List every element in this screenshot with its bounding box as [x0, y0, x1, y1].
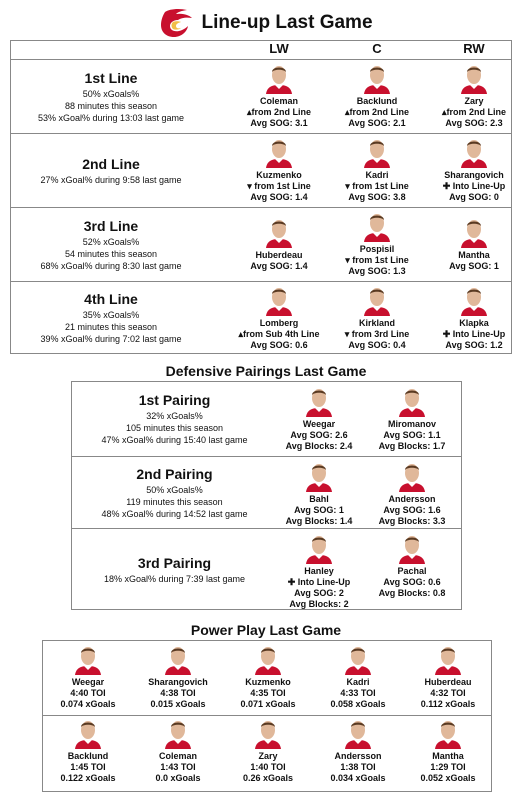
player-photo [459, 62, 489, 94]
pairing-stat: 105 minutes this season [125, 423, 224, 433]
powerplay-player-card [223, 643, 313, 710]
player-xgoals: 0.015 xGoals [150, 699, 206, 709]
player-photo [397, 385, 427, 417]
player-photo [397, 460, 427, 492]
player-name: Coleman [158, 751, 197, 761]
powerplay-player-card [43, 643, 133, 710]
line-stat: 21 minutes this season [64, 322, 158, 332]
line-stat: 50% xGoals% [82, 88, 140, 99]
player-name: Pachal [397, 566, 427, 576]
player-xgoals: 0.0 xGoals [155, 773, 201, 783]
player-card [327, 210, 427, 277]
player-name: Miromanov [387, 419, 436, 429]
defense-pairing-row [72, 528, 461, 611]
player-photo [73, 717, 103, 749]
player-photo [163, 717, 193, 749]
player-name: Coleman [259, 96, 298, 106]
player-move: ▾ from 1st Line [247, 181, 311, 191]
player-blocks: Avg Blocks: 1.7 [378, 441, 446, 451]
player-headshot-icon [343, 717, 373, 749]
forward-line-row [11, 59, 511, 133]
player-move: ▾ from 3rd Line [344, 329, 410, 339]
player-card [269, 385, 369, 452]
page-title: Line-up Last Game [201, 12, 373, 33]
player-headshot-icon [362, 136, 392, 168]
pairing-info [72, 457, 277, 528]
player-xgoals: 0.112 xGoals [420, 699, 476, 709]
player-headshot-icon [362, 284, 392, 316]
player-headshot-icon [397, 532, 427, 564]
player-name: Zary [464, 96, 484, 106]
player-name: Lomberg [259, 318, 299, 328]
line-info [11, 208, 211, 281]
player-name: Sharangovich [148, 677, 208, 687]
player-headshot-icon [459, 284, 489, 316]
player-photo [253, 717, 283, 749]
player-toi: 4:32 TOI [430, 688, 466, 698]
player-headshot-icon [459, 136, 489, 168]
player-photo [362, 210, 392, 242]
player-photo [304, 385, 334, 417]
player-photo [433, 643, 463, 675]
player-name: Weegar [302, 419, 336, 429]
player-sog: Avg SOG: 1.3 [348, 266, 406, 276]
player-name: Huberdeau [424, 677, 472, 687]
pairing-name: 2nd Pairing [136, 465, 213, 482]
powerplay-player-card [403, 717, 493, 784]
player-toi: 4:35 TOI [250, 688, 286, 698]
player-move: ▴from 2nd Line [344, 107, 410, 117]
player-headshot-icon [343, 643, 373, 675]
player-headshot-icon [73, 643, 103, 675]
player-card [362, 460, 462, 527]
player-name: Kadri [346, 677, 370, 687]
defensive-pairings-table [71, 381, 462, 610]
line-info [11, 134, 211, 207]
player-blocks: Avg Blocks: 3.3 [378, 516, 446, 526]
player-photo [264, 62, 294, 94]
player-move: ▴from 2nd Line [246, 107, 312, 117]
line-name: 2nd Line [82, 155, 140, 172]
defense-pairing-row [72, 456, 461, 528]
player-headshot-icon [253, 717, 283, 749]
player-xgoals: 0.122 xGoals [60, 773, 116, 783]
player-name: Andersson [388, 494, 436, 504]
player-card [424, 216, 524, 272]
player-toi: 1:29 TOI [430, 762, 466, 772]
player-photo [264, 284, 294, 316]
player-name: Bahl [309, 494, 329, 504]
player-sog: Avg SOG: 0.4 [348, 340, 406, 350]
player-headshot-icon [163, 643, 193, 675]
player-photo [253, 643, 283, 675]
player-headshot-icon [304, 460, 334, 492]
player-headshot-icon [459, 216, 489, 248]
player-photo [343, 717, 373, 749]
player-blocks: Avg Blocks: 1.4 [285, 516, 353, 526]
player-card [229, 62, 329, 129]
player-name: Klapka [459, 318, 489, 328]
player-headshot-icon [264, 284, 294, 316]
pairing-stat: 47% xGoal% during 15:40 last game [101, 435, 248, 445]
player-photo [73, 643, 103, 675]
player-name: Zary [258, 751, 278, 761]
player-card [229, 136, 329, 203]
player-sog: Avg SOG: 1 [449, 261, 499, 271]
player-card [362, 385, 462, 452]
player-name: Kuzmenko [245, 677, 291, 687]
forward-line-row [11, 207, 511, 281]
player-headshot-icon [264, 136, 294, 168]
player-move: ▾ from 1st Line [345, 181, 409, 191]
player-sog: Avg SOG: 0.6 [250, 340, 308, 350]
player-headshot-icon [73, 717, 103, 749]
pairing-stat: 18% xGoal% during 7:39 last game [103, 574, 246, 584]
player-name: Backlund [67, 751, 109, 761]
player-headshot-icon [433, 717, 463, 749]
line-stat: 27% xGoal% during 9:58 last game [40, 174, 182, 185]
player-blocks: Avg Blocks: 0.8 [378, 588, 446, 598]
player-headshot-icon [397, 460, 427, 492]
player-sog: Avg SOG: 1.1 [383, 430, 441, 440]
player-photo [264, 136, 294, 168]
powerplay-player-card [133, 717, 223, 784]
player-xgoals: 0.074 xGoals [60, 699, 116, 709]
player-photo [163, 643, 193, 675]
player-sog: Avg SOG: 2 [294, 588, 344, 598]
player-headshot-icon [264, 216, 294, 248]
defense-section-title: Defensive Pairings Last Game [165, 363, 367, 379]
player-photo [304, 460, 334, 492]
player-sog: Avg SOG: 3.1 [250, 118, 308, 128]
player-name: Weegar [71, 677, 105, 687]
player-photo [459, 284, 489, 316]
forward-line-row [11, 133, 511, 207]
player-move: ▴from 2nd Line [441, 107, 507, 117]
player-name: Sharangovich [444, 170, 504, 180]
player-name: Huberdeau [255, 250, 303, 260]
player-name: Andersson [334, 751, 382, 761]
player-blocks: Avg Blocks: 2 [289, 599, 349, 609]
player-photo [362, 136, 392, 168]
pairing-info [72, 529, 277, 611]
pairing-stat: 119 minutes this season [126, 496, 223, 507]
player-name: Hanley [304, 566, 334, 576]
player-xgoals: 0.052 xGoals [420, 773, 476, 783]
player-sog: Avg SOG: 3.8 [348, 192, 406, 202]
player-toi: 1:40 TOI [250, 762, 286, 772]
player-name: Mantha [458, 250, 490, 260]
player-xgoals: 0.071 xGoals [240, 699, 296, 709]
player-card [229, 284, 329, 351]
player-toi: 1:43 TOI [160, 762, 196, 772]
player-move: ▴from Sub 4th Line [238, 329, 320, 339]
flaming-c-logo-icon [159, 8, 193, 38]
player-sog: Avg SOG: 1.4 [250, 261, 308, 271]
player-headshot-icon [304, 532, 334, 564]
player-toi: 1:45 TOI [70, 762, 106, 772]
player-move: ▾ from 1st Line [345, 255, 409, 265]
powerplay-unit-divider [43, 715, 491, 716]
player-name: Kirkland [358, 318, 395, 328]
defense-pairing-row [72, 382, 461, 456]
player-move: ✚ Into Line-Up [442, 181, 506, 191]
player-move: ✚ Into Line-Up [287, 577, 351, 587]
player-blocks: Avg Blocks: 2.4 [285, 441, 353, 451]
player-xgoals: 0.034 xGoals [330, 773, 386, 783]
player-sog: Avg SOG: 0.6 [383, 577, 441, 587]
player-toi: 4:40 TOI [70, 688, 106, 698]
forward-line-row [11, 281, 511, 354]
player-card [229, 216, 329, 272]
line-name: 4th Line [84, 291, 138, 307]
column-header-rw: RW [463, 41, 485, 56]
player-photo [304, 532, 334, 564]
powerplay-player-card [313, 717, 403, 784]
player-name: Kadri [365, 170, 389, 180]
player-photo [264, 216, 294, 248]
player-sog: Avg SOG: 0 [449, 192, 499, 202]
player-name: Pospisil [359, 244, 395, 254]
player-headshot-icon [397, 385, 427, 417]
powerplay-section-title: Power Play Last Game [190, 622, 342, 638]
player-headshot-icon [433, 643, 463, 675]
player-toi: 1:38 TOI [340, 762, 376, 772]
player-xgoals: 0.26 xGoals [242, 773, 294, 783]
player-photo [362, 62, 392, 94]
player-headshot-icon [459, 62, 489, 94]
line-info [11, 60, 211, 133]
column-header-c: C [372, 41, 382, 56]
player-card [327, 62, 427, 129]
line-stat: 88 minutes this season [64, 100, 158, 111]
powerplay-player-card [223, 717, 313, 784]
player-sog: Avg SOG: 2.3 [445, 118, 503, 128]
powerplay-table [42, 640, 492, 792]
player-headshot-icon [264, 62, 294, 94]
pairing-name: 3rd Pairing [137, 555, 212, 571]
line-stat: 35% xGoals% [82, 310, 140, 320]
player-card [424, 284, 524, 351]
player-name: Kuzmenko [256, 170, 302, 180]
powerplay-player-card [313, 643, 403, 710]
player-sog: Avg SOG: 1.4 [250, 192, 308, 202]
player-sog: Avg SOG: 2.6 [290, 430, 348, 440]
player-headshot-icon [362, 62, 392, 94]
player-photo [397, 532, 427, 564]
player-photo [459, 136, 489, 168]
line-stat: 52% xGoals% [82, 236, 140, 247]
header [0, 6, 532, 40]
pairing-stat: 48% xGoal% during 14:52 last game [101, 508, 248, 519]
line-info [11, 282, 211, 354]
pairing-info [72, 382, 277, 456]
powerplay-player-card [403, 643, 493, 710]
player-headshot-icon [304, 385, 334, 417]
player-headshot-icon [253, 643, 283, 675]
powerplay-player-card [133, 643, 223, 710]
player-headshot-icon [163, 717, 193, 749]
player-card [424, 136, 524, 203]
line-name: 3rd Line [83, 217, 139, 234]
player-card [327, 284, 427, 351]
player-headshot-icon [362, 210, 392, 242]
player-card [269, 532, 369, 610]
line-stat: 39% xGoal% during 7:02 last game [40, 334, 182, 344]
player-name: Mantha [432, 751, 464, 761]
player-sog: Avg SOG: 1 [294, 505, 344, 515]
player-sog: Avg SOG: 2.1 [348, 118, 406, 128]
pairing-name: 1st Pairing [138, 392, 211, 408]
player-xgoals: 0.058 xGoals [330, 699, 386, 709]
player-toi: 4:33 TOI [340, 688, 376, 698]
forward-lines-table [10, 40, 512, 354]
player-card [424, 62, 524, 129]
player-move: ✚ Into Line-Up [442, 329, 506, 339]
player-name: Backlund [356, 96, 398, 106]
player-photo [362, 284, 392, 316]
player-sog: Avg SOG: 1.6 [383, 505, 441, 515]
column-header-lw: LW [269, 41, 289, 56]
player-card [362, 532, 462, 599]
player-card [327, 136, 427, 203]
player-card [269, 460, 369, 527]
pairing-stat: 32% xGoals% [146, 411, 203, 421]
line-stat: 53% xGoal% during 13:03 last game [37, 112, 185, 123]
powerplay-player-card [43, 717, 133, 784]
line-name: 1st Line [84, 69, 138, 86]
player-photo [343, 643, 373, 675]
player-photo [459, 216, 489, 248]
player-toi: 4:38 TOI [160, 688, 196, 698]
player-photo [433, 717, 463, 749]
line-stat: 54 minutes this season [64, 248, 158, 259]
line-stat: 68% xGoal% during 8:30 last game [40, 260, 182, 271]
player-sog: Avg SOG: 1.2 [445, 340, 503, 350]
pairing-stat: 50% xGoals% [146, 484, 203, 495]
